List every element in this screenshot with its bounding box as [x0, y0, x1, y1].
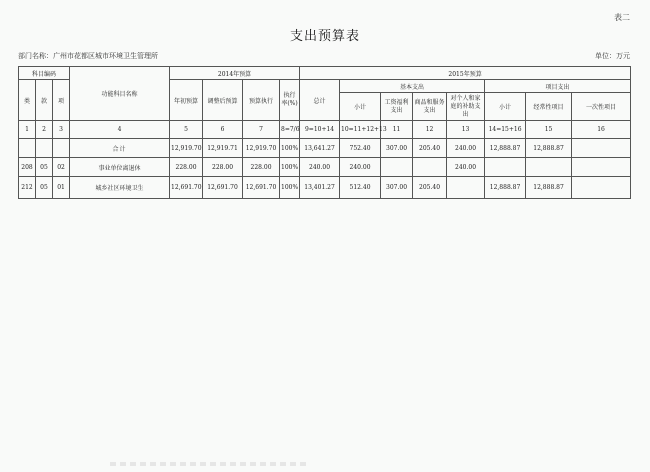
cell-individual: 240.00 — [447, 158, 485, 177]
column-number: 8=7/6 — [280, 121, 300, 139]
header-exec-rate: 执行率(%) — [280, 80, 300, 121]
column-number: 15 — [526, 121, 572, 139]
cell-recurring: 12,888.87 — [526, 139, 572, 158]
header-salary-welfare: 工资福利支出 — [381, 93, 413, 121]
scan-artifact — [110, 462, 310, 466]
cell-xiang — [53, 139, 70, 158]
column-number: 4 — [70, 121, 170, 139]
cell-salary: 307.00 — [381, 139, 413, 158]
cell-xiang: 01 — [53, 177, 70, 199]
table-row-total — [19, 139, 631, 158]
header-one-time: 一次性项目 — [572, 93, 631, 121]
cell-goods: 205.40 — [413, 139, 447, 158]
header-basic-expense: 基本支出 — [340, 80, 485, 93]
column-number: 13 — [447, 121, 485, 139]
page-title: 支出预算表 — [289, 29, 360, 44]
department-name: 部门名称：广州市花都区城市环境卫生管理所 — [18, 52, 158, 60]
column-number: 7 — [243, 121, 280, 139]
table-row — [19, 158, 631, 177]
cell-salary — [381, 158, 413, 177]
header-subject-code: 科目编码 — [19, 67, 70, 80]
header-kuan: 款 — [36, 80, 53, 121]
column-number: 12 — [413, 121, 447, 139]
cell-execution: 228.00 — [243, 158, 280, 177]
column-number: 3 — [53, 121, 70, 139]
cell-kuan: 05 — [36, 177, 53, 199]
column-number: 11 — [381, 121, 413, 139]
cell-initial: 228.00 — [170, 158, 203, 177]
budget-table — [18, 66, 631, 199]
cell-execution: 12,691.70 — [243, 177, 280, 199]
cell-xiang: 02 — [53, 158, 70, 177]
cell-rate: 100% — [280, 158, 300, 177]
header-total: 总计 — [300, 80, 340, 121]
column-number: 16 — [572, 121, 631, 139]
cell-one-time — [572, 139, 631, 158]
cell-recurring — [526, 158, 572, 177]
cell-basic-subtotal: 512.40 — [340, 177, 381, 199]
cell-one-time — [572, 177, 631, 199]
cell-lei: 212 — [19, 177, 36, 199]
cell-project-subtotal — [485, 158, 526, 177]
header-execution: 预算执行 — [243, 80, 280, 121]
header-function-name: 功能科目名称 — [70, 67, 170, 121]
cell-total: 13,401.27 — [300, 177, 340, 199]
cell-lei: 208 — [19, 158, 36, 177]
cell-goods — [413, 158, 447, 177]
header-project-subtotal: 小计 — [485, 93, 526, 121]
column-number: 2 — [36, 121, 53, 139]
cell-project-subtotal: 12,888.87 — [485, 139, 526, 158]
header-individual-family: 对个人和家庭的补助支出 — [447, 93, 485, 121]
cell-project-subtotal: 12,888.87 — [485, 177, 526, 199]
header-initial-budget: 年初预算 — [170, 80, 203, 121]
cell-goods: 205.40 — [413, 177, 447, 199]
cell-name: 事业单位离退休 — [70, 158, 170, 177]
cell-individual — [447, 177, 485, 199]
cell-basic-subtotal: 752.40 — [340, 139, 381, 158]
cell-kuan — [36, 139, 53, 158]
header-xiang: 项 — [53, 80, 70, 121]
cell-name: 合计 — [70, 139, 170, 158]
cell-adjusted: 12,919.71 — [203, 139, 243, 158]
column-number: 5 — [170, 121, 203, 139]
cell-individual: 240.00 — [447, 139, 485, 158]
header-recurring: 经常性项目 — [526, 93, 572, 121]
header-year-2014: 2014年预算 — [170, 67, 300, 80]
cell-one-time — [572, 158, 631, 177]
column-number: 14=15+16 — [485, 121, 526, 139]
cell-total: 13,641.27 — [300, 139, 340, 158]
unit-label: 单位：万元 — [595, 52, 630, 60]
cell-execution: 12,919.70 — [243, 139, 280, 158]
cell-adjusted: 12,691.70 — [203, 177, 243, 199]
header-lei: 类 — [19, 80, 36, 121]
cell-name: 城乡社区环境卫生 — [70, 177, 170, 199]
header-goods-services: 商品和服务支出 — [413, 93, 447, 121]
cell-lei — [19, 139, 36, 158]
table-number-label: 表二 — [614, 13, 630, 22]
cell-salary: 307.00 — [381, 177, 413, 199]
column-number: 10=11+12+13 — [340, 121, 381, 139]
column-number: 6 — [203, 121, 243, 139]
cell-recurring: 12,888.87 — [526, 177, 572, 199]
cell-initial: 12,691.70 — [170, 177, 203, 199]
header-year-2015: 2015年预算 — [300, 67, 631, 80]
cell-basic-subtotal: 240.00 — [340, 158, 381, 177]
cell-total: 240.00 — [300, 158, 340, 177]
cell-initial: 12,919.70 — [170, 139, 203, 158]
header-basic-subtotal: 小计 — [340, 93, 381, 121]
table-row — [19, 177, 631, 199]
column-number: 9=10+14 — [300, 121, 340, 139]
header-adjusted-budget: 调整后预算 — [203, 80, 243, 121]
cell-kuan: 05 — [36, 158, 53, 177]
cell-adjusted: 228.00 — [203, 158, 243, 177]
cell-rate: 100% — [280, 139, 300, 158]
header-project-expense: 项目支出 — [485, 80, 631, 93]
column-number: 1 — [19, 121, 36, 139]
cell-rate: 100% — [280, 177, 300, 199]
